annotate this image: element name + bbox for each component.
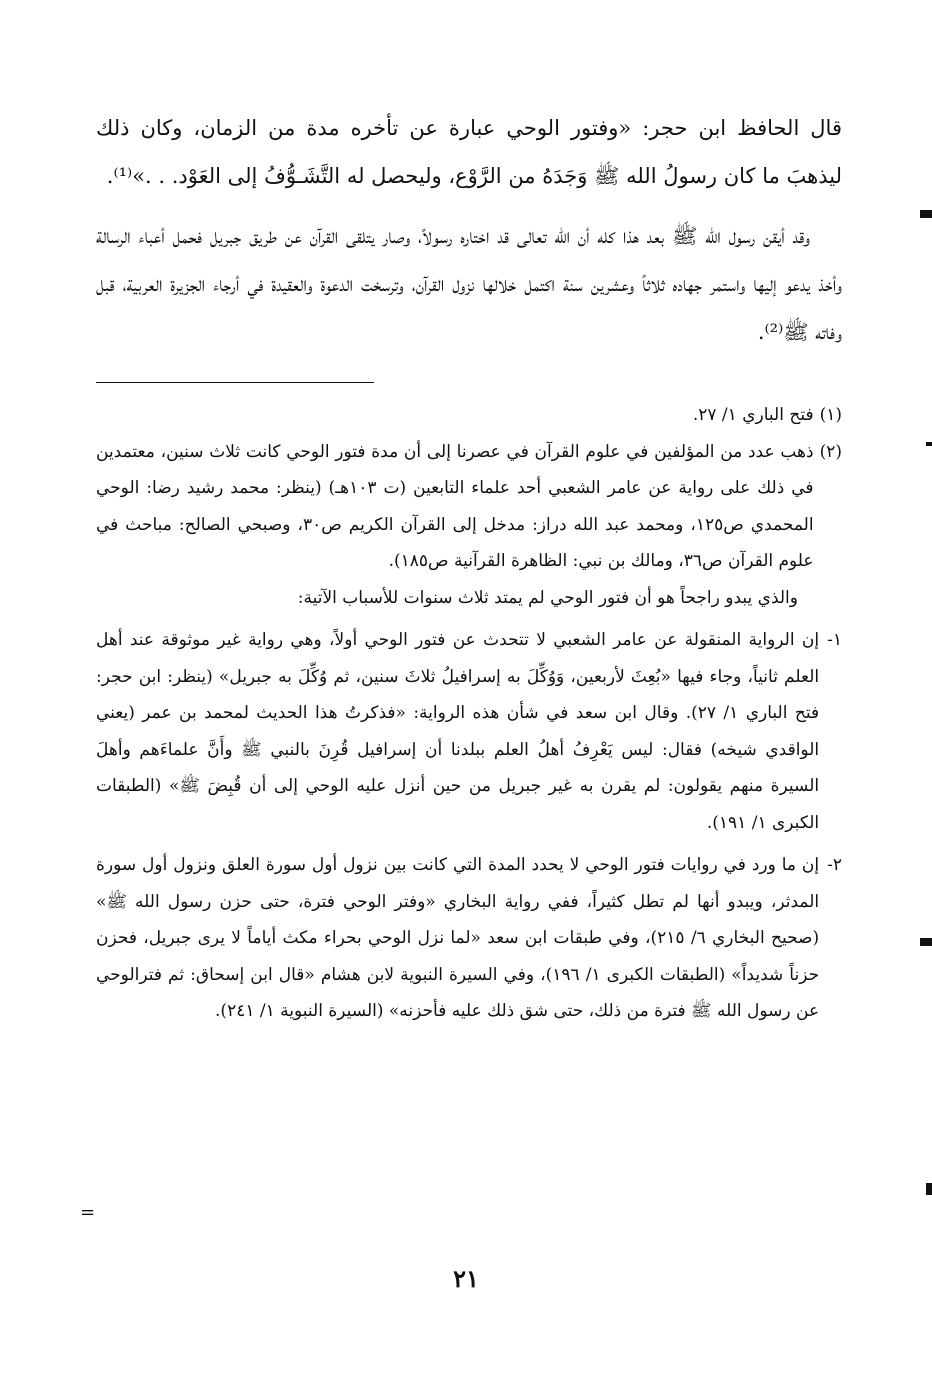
main-paragraph-1: قال الحافظ ابن حجر: «وفتور الوحي عبارة عن تأخره مدة من الزمان، وكان ذلك ليذهبَ ما كان رسولُ الله ﷺ وَجَدَهُ من الرَّوْع، وليحصل له التَّشَـوُّفُ إلى العَوْد. . .»⁽¹⁾.	[96, 116, 842, 188]
footnote-2-intro: والذي يبدو راجحاً هو أن فتور الوحي لم يمتد ثلاث سنوات للأسباب الآتية:	[297, 587, 798, 608]
page-number: ٢١	[453, 1264, 479, 1293]
footnote-2-number: (٢)	[819, 441, 842, 462]
footnote-divider	[96, 382, 374, 383]
footnote-2-text: ذهب عدد من المؤلفين في علوم القرآن في عصرنا إلى أن مدة فتور الوحي كانت ثلاث سنين، معتمدين في ذلك على رواية عن عامر الشعبي أحد علماء التابعين (ت ١٠٣هـ) (ينظر: محمد رشيد رضا: الوحي المحمدي ص١٢٥، ومحمد عبد الله دراز: مدخل إلى القرآن الكريم ص٣٠، وصبحي الصالح: مباحث في علوم القرآن ص٣٦، ومالك بن نبي: الظاهرة القرآنية ص١٨٥).	[96, 441, 814, 571]
item-2-number: ٢-	[827, 855, 842, 875]
main-paragraph-2: وقد أيقن رسول الله ﷺ بعد هذا كله أن الله تعالى قد اختاره رسولاً، وصار يتلقى القرآن عن طريق جبريل فحمل أعباء الرسالة وأخذ يدعو إليها واستمر جهاده ثلاثاً وعشرين سنة اكتمل خلالها نزول القرآن، وترسخت الدعوة والعقيدة في أرجاء الجزيرة العربية، قبل وفاته ﷺ⁽²⁾.	[96, 224, 842, 344]
footnote-2-item-1	[96, 622, 842, 841]
page-content	[96, 104, 842, 1030]
item-2-text: إن ما ورد في روايات فتور الوحي لا يحدد المدة التي كانت بين نزول أول سورة العلق ونزول أول سورة المدثر، ويبدو أنها لم تطل كثيراً، ففي رواية البخاري «وفتر الوحي فترة، حتى حزن رسول الله ﷺ» (صحيح البخاري ٦/ ٢١٥)، وفي طبقات ابن سعد «لما نزل الوحي بحراء مكث أياماً لا يرى جبريل، فحزن حزناً شديداً» (الطبقات الكبرى ١/ ١٩٦)، وفي السيرة النبوية لابن هشام «قال ابن إسحاق: ثم فترالوحي عن رسول الله ﷺ فترة من ذلك، حتى شق ذلك عليه فأحزنه» (السيرة النبوية ١/ ٢٤١).	[96, 855, 820, 1021]
item-1-number: ١-	[827, 630, 842, 650]
continuation-mark: =	[80, 1202, 96, 1223]
footnotes	[96, 397, 842, 1030]
footnote-2-item-2	[96, 847, 842, 1030]
footnote-1-text: فتح الباري ١/ ٢٧.	[692, 405, 814, 425]
footnote-1-number: (١)	[819, 405, 842, 425]
margin-mark	[920, 938, 932, 946]
footnote-1	[96, 397, 842, 434]
footnote-2	[96, 434, 842, 580]
main-text	[96, 104, 842, 356]
margin-mark	[926, 1183, 932, 1195]
item-1-text: إن الرواية المنقولة عن عامر الشعبي لا تتحدث عن فتور الوحي أولاً، وهي رواية غير موثوقة عند أهل العلم ثانياً، وجاء فيها «بُعِثَ لأربعين، وَوُكِّلَ به إسرافيلُ ثلاثَ سنين، ثم وُكِّلَ به جبريل» (ينظر: ابن حجر: فتح الباري ١/ ٢٧). وقال ابن سعد في شأن هذه الرواية: «فذكرتُ هذا الحديث لمحمد بن عمر (يعني الواقدي شيخه) فقال: ليس يَعْرِفُ أهلُ العلم ببلدنا أن إسرافيل قُرِنَ بالنبي ﷺ وأَنَّ علماءَهم وأهلَ السيرة منهم يقولون: لم يقرن به غير جبريل من حين أنزل عليه الوحي إلى أن قُبِضَ ﷺ» (الطبقات الكبرى ١/ ١٩١).	[96, 630, 820, 833]
margin-mark	[926, 442, 932, 446]
margin-mark	[920, 210, 932, 218]
